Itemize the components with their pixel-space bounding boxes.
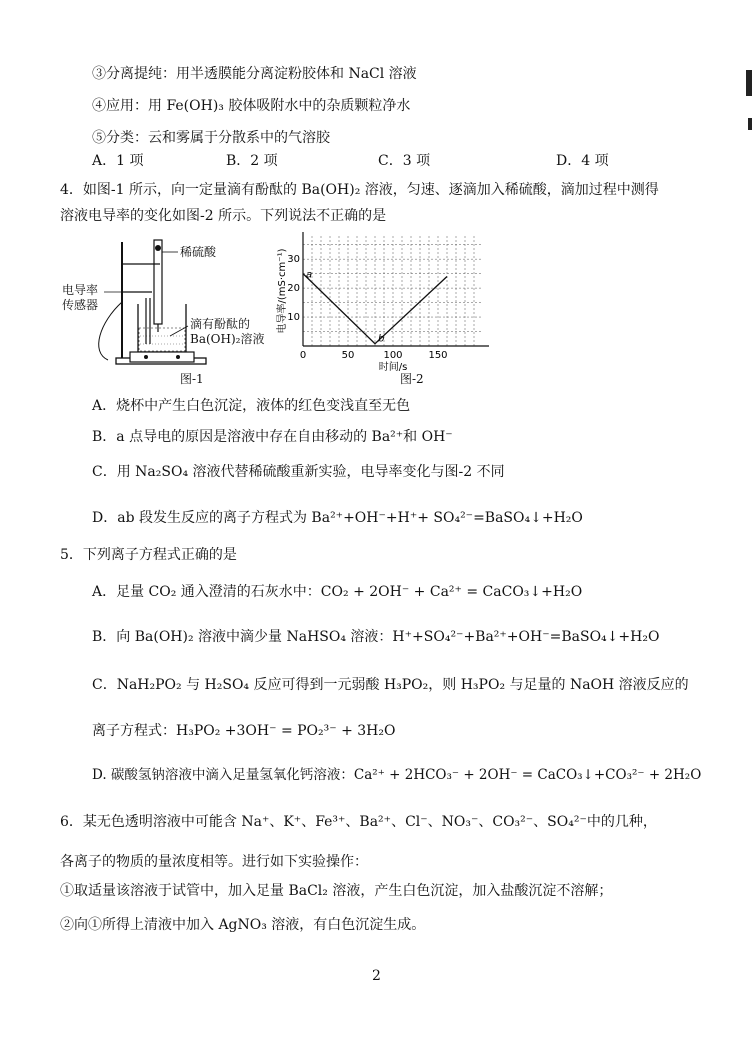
q6-step1: ①取适量该溶液于试管中，加入足量 BaCl₂ 溶液，产生白色沉淀，加入盐酸沉淀不溶解； [60,883,613,899]
q4-stem-line2: 溶液电导率的变化如图-2 所示。下列说法不正确的是 [60,208,387,224]
q4-option-b: B．a 点导电的原因是溶液中存在自由移动的 Ba²⁺和 OH⁻ [92,429,453,445]
fig1-label-sensor-2: 传感器 [62,298,99,312]
fig1-caption: 图-1 [180,372,204,386]
q4-option-d: D．ab 段发生反应的离子方程式为 Ba²⁺+OH⁻+H⁺+ SO₄²⁻=BaSO₄↓+H₂O [92,510,583,526]
scan-edge-mark [746,70,752,96]
q3-item5: ⑤分类：云和雾属于分散系中的气溶胶 [92,130,330,146]
q3-item3: ③分离提纯：用半透膜能分离淀粉胶体和 NaCl 溶液 [92,66,417,82]
fig2-caption: 图-2 [400,372,424,386]
q3-option-b: B．2 项 [226,153,278,169]
page-number: 2 [372,968,381,984]
y-tick-label: 20 [287,283,300,295]
q5-option-a: A．足量 CO₂ 通入澄清的石灰水中：CO₂ + 2OH⁻ + Ca²⁺ = CaCO₃↓+H₂O [92,584,583,600]
q6-step2: ②向①所得上清液中加入 AgNO₃ 溶液，有白色沉淀生成。 [60,917,426,933]
fig1-label-sensor-1: 电导率 [62,283,99,297]
q3-option-a: A．1 项 [92,153,144,169]
x-tick-label: 50 [341,350,355,361]
q3-option-d: D．4 项 [556,153,609,169]
y-axis-label: 电导率/(mS·cm⁻¹) [277,248,288,334]
stirrer-plate [130,352,194,362]
fig1-label-solution-2: Ba(OH)₂溶液 [190,332,265,346]
stirrer-knob-2 [176,355,180,359]
leader-solution [170,326,188,336]
q6-stem-line1: 6．某无色透明溶液中可能含 Na⁺、K⁺、Fe³⁺、Ba²⁺、Cl⁻、NO₃⁻、CO₃²⁻、SO₄²⁻中的几种， [60,814,657,830]
x-tick-label: 150 [428,350,448,361]
q3-option-c: C．3 项 [378,153,431,169]
q4-option-a: A．烧杯中产生白色沉淀，液体的红色变浅直至无色 [92,398,411,414]
x-tick-label: 100 [383,350,403,361]
q5-stem: 5．下列离子方程式正确的是 [60,547,237,563]
y-tick-label: 30 [287,254,300,266]
q4-option-c: C．用 Na₂SO₄ 溶液代替稀硫酸重新实验，电导率变化与图-2 不同 [92,464,505,480]
q3-item4: ④应用：用 Fe(OH)₃ 胶体吸附水中的杂质颗粒净水 [92,98,411,114]
q6-stem-line2: 各离子的物质的量浓度相等。进行如下实验操作： [60,854,368,870]
q5-option-b: B．向 Ba(OH)₂ 溶液中滴少量 NaHSO₄ 溶液：H⁺+SO₄²⁻+Ba²⁺+OH⁻=BaSO₄↓+H₂O [92,629,660,645]
point-label-b: b [378,333,385,345]
burette [154,240,162,324]
scan-edge-mark [748,118,752,130]
q5-option-c-line1: C．NaH₂PO₂ 与 H₂SO₄ 反应可得到一元弱酸 H₃PO₂，则 H₃PO₂ 与足量的 NaOH 溶液反应的 [92,677,689,693]
stirrer-knob-1 [144,355,148,359]
x-tick-label: 0 [299,350,307,361]
burette-stopper [155,245,161,251]
y-tick-label: 10 [287,312,300,324]
figure-2-chart [275,228,495,376]
q5-option-c-line2: 离子方程式：H₃PO₂ +3OH⁻ = PO₂³⁻ + 3H₂O [92,723,396,739]
sensor-cable [99,302,122,360]
x-axis-label: 时间/s [378,362,408,373]
q5-option-d: D. 碳酸氢钠溶液中滴入足量氢氧化钙溶液：Ca²⁺ + 2HCO₃⁻ + 2OH⁻ = CaCO₃↓+CO₃²⁻ + 2H₂O [92,767,702,783]
fig1-label-acid: 稀硫酸 [180,245,217,259]
point-label-a: a [306,269,313,281]
q4-stem-line1: 4．如图-1 所示，向一定量滴有酚酞的 Ba(OH)₂ 溶液，匀速、逐滴加入稀硫酸，滴加过程中测得 [60,182,659,198]
fig1-label-solution-1: 滴有酚酞的 [190,317,251,331]
